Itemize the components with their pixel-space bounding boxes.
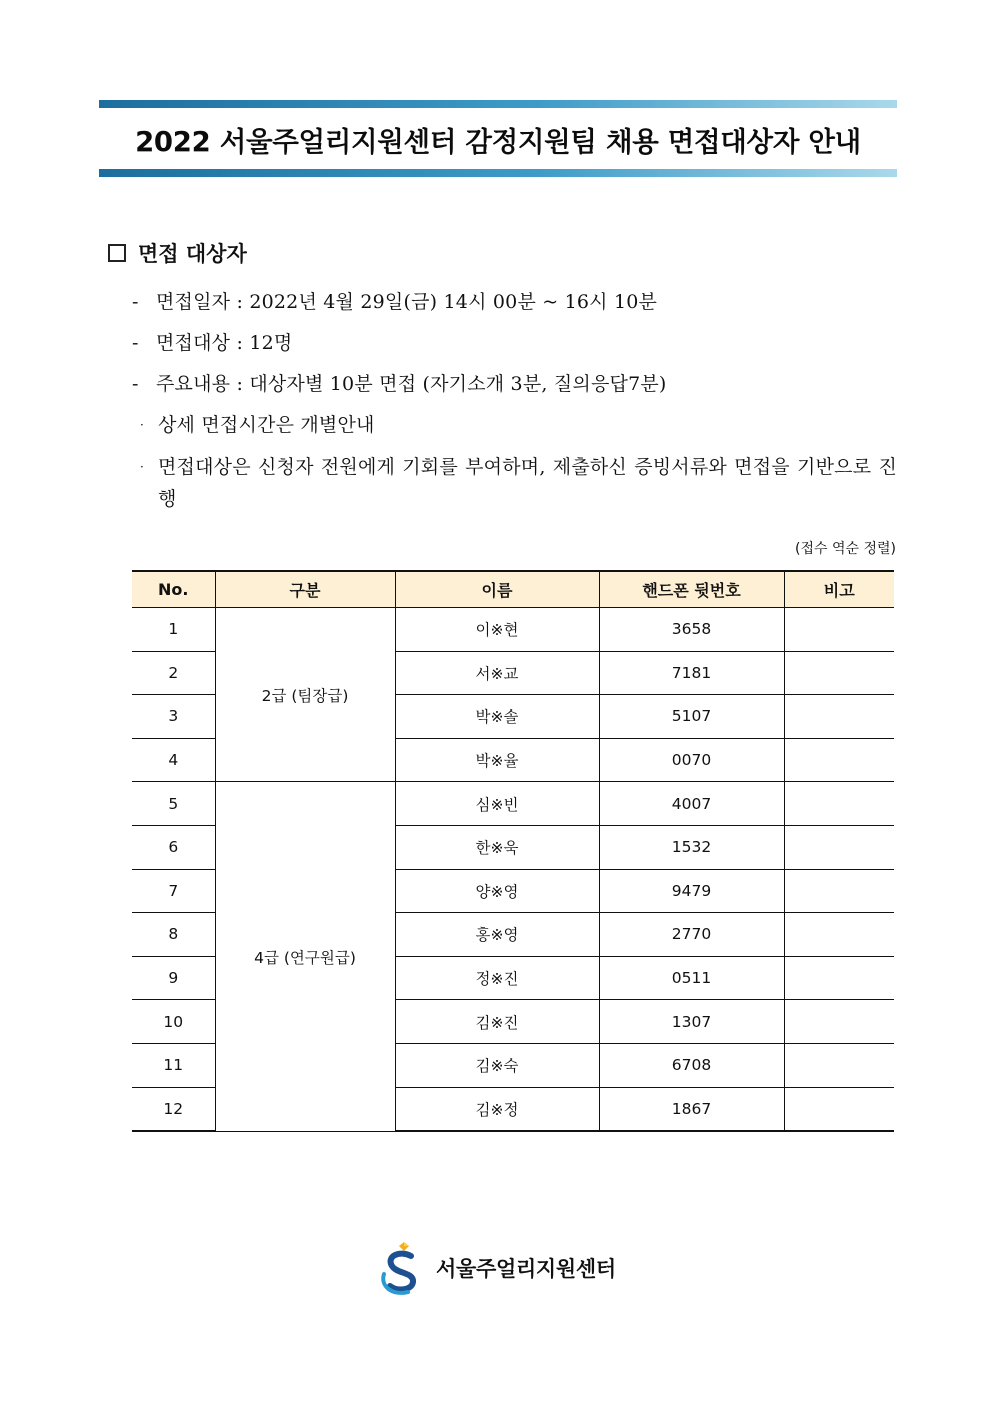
cell-phone: 7181: [599, 651, 784, 695]
cell-phone: 0070: [599, 738, 784, 782]
sort-note: (접수 역순 정렬): [795, 541, 896, 557]
cell-phone: 1532: [599, 825, 784, 869]
cell-no: 5: [132, 782, 215, 826]
candidate-table: [132, 570, 894, 1132]
detail-label: 면접일자: [156, 291, 231, 313]
cell-no: 2: [132, 651, 215, 695]
cell-phone: 6708: [599, 1043, 784, 1087]
org-name: 서울주얼리지원센터: [436, 1257, 616, 1281]
cell-remarks: [784, 608, 894, 652]
cell-phone: 2770: [599, 913, 784, 957]
cell-no: 3: [132, 695, 215, 739]
note-text: 면접대상은 신청자 전원에게 기회를 부여하며, 제출하신 증빙서류와 면접을 기반으로 진행: [158, 456, 897, 510]
cell-no: 10: [132, 1000, 215, 1044]
cell-remarks: [784, 782, 894, 826]
cell-phone: 5107: [599, 695, 784, 739]
cell-no: 4: [132, 738, 215, 782]
header-name: 이름: [395, 571, 599, 608]
cell-name: 양※영: [395, 869, 599, 913]
detail-value: 2022년 4월 29일(금) 14시 00분 ~ 16시 10분: [249, 291, 658, 313]
cell-name: 한※욱: [395, 825, 599, 869]
cell-name: 심※빈: [395, 782, 599, 826]
detail-label: 면접대상: [156, 332, 231, 354]
cell-name: 이※현: [395, 608, 599, 652]
detail-line-content: - 주요내용 : 대상자별 10분 면접 (자기소개 3분, 질의응답7분): [132, 368, 667, 400]
cell-no: 12: [132, 1087, 215, 1131]
cell-remarks: [784, 869, 894, 913]
cell-no: 9: [132, 956, 215, 1000]
cell-remarks: [784, 738, 894, 782]
cell-no: 7: [132, 869, 215, 913]
cell-remarks: [784, 651, 894, 695]
cell-no: 6: [132, 825, 215, 869]
detail-label: 주요내용: [156, 373, 231, 395]
cell-remarks: [784, 695, 894, 739]
header-phone: 핸드폰 뒷번호: [599, 571, 784, 608]
header-remarks: 비고: [784, 571, 894, 608]
cell-name: 서※교: [395, 651, 599, 695]
cell-name: 김※정: [395, 1087, 599, 1131]
cell-phone: 9479: [599, 869, 784, 913]
note-basis: [140, 451, 897, 515]
cell-name: 박※솔: [395, 695, 599, 739]
header-no: No.: [132, 571, 215, 608]
page-title: 2022 서울주얼리지원센터 감정지원팀 채용 면접대상자 안내: [135, 126, 861, 158]
cell-name: 김※진: [395, 1000, 599, 1044]
cell-category: 2급 (팀장급): [215, 608, 395, 782]
dash-icon: -: [132, 291, 139, 313]
cell-phone: 3658: [599, 608, 784, 652]
checkbox-icon: [108, 244, 126, 262]
cell-phone: 0511: [599, 956, 784, 1000]
note-text: 상세 면접시간은 개별안내: [158, 414, 375, 436]
cell-remarks: [784, 1000, 894, 1044]
cell-remarks: [784, 1087, 894, 1131]
cell-name: 홍※영: [395, 913, 599, 957]
cell-no: 1: [132, 608, 215, 652]
cell-phone: 1867: [599, 1087, 784, 1131]
bullet-dot-icon: ·: [140, 460, 145, 474]
cell-no: 8: [132, 913, 215, 957]
detail-line-count: - 면접대상 : 12명: [132, 327, 292, 359]
footer-logo: [378, 1240, 616, 1296]
cell-remarks: [784, 913, 894, 957]
dash-icon: -: [132, 373, 139, 395]
cell-phone: 4007: [599, 782, 784, 826]
table-header-row: [132, 571, 894, 608]
cell-name: 박※율: [395, 738, 599, 782]
cell-name: 정※진: [395, 956, 599, 1000]
detail-value: 12명: [249, 332, 293, 354]
section-title: 면접 대상자: [138, 241, 247, 266]
table-row: [132, 782, 894, 826]
detail-line-date: - 면접일자 : 2022년 4월 29일(금) 14시 00분 ~ 16시 10분: [132, 286, 657, 318]
cell-remarks: [784, 825, 894, 869]
note-schedule: [140, 409, 897, 441]
table-row: [132, 608, 894, 652]
cell-name: 김※숙: [395, 1043, 599, 1087]
cell-phone: 1307: [599, 1000, 784, 1044]
cell-no: 11: [132, 1043, 215, 1087]
title-bar-bottom: [99, 169, 897, 177]
detail-value: 대상자별 10분 면접 (자기소개 3분, 질의응답7분): [249, 373, 667, 395]
cell-remarks: [784, 956, 894, 1000]
title-bar-top: [99, 100, 897, 108]
bullet-dot-icon: ·: [140, 418, 145, 432]
section-heading: [108, 236, 247, 270]
jewel-s-logo-icon: [378, 1240, 430, 1296]
dash-icon: -: [132, 332, 139, 354]
cell-remarks: [784, 1043, 894, 1087]
header-category: 구분: [215, 571, 395, 608]
cell-category: 4급 (연구원급): [215, 782, 395, 1131]
